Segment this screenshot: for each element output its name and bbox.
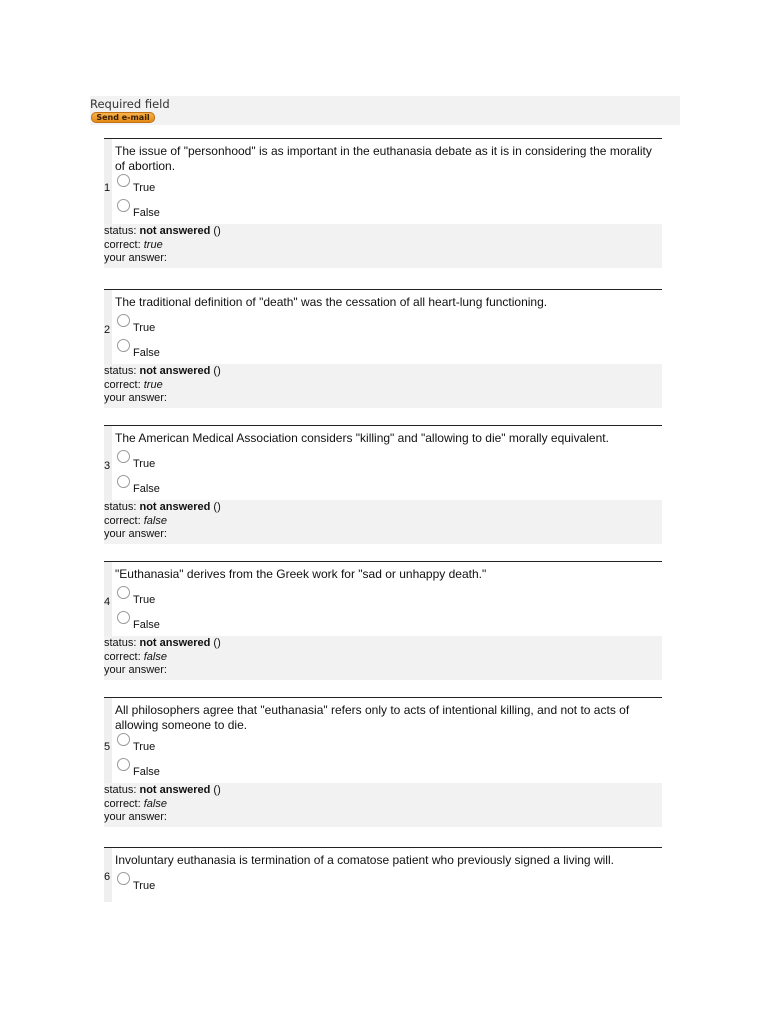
option-label: False — [133, 766, 160, 778]
radio-button[interactable] — [117, 611, 130, 624]
option-label: False — [133, 347, 160, 359]
question-3 — [104, 425, 662, 544]
question-text: The American Medical Association considers "killing" and "allowing to die" morally equivalent. — [115, 431, 609, 445]
question-status-panel — [104, 364, 662, 408]
radio-button[interactable] — [117, 475, 130, 488]
your-answer-line: your answer: — [104, 252, 167, 264]
question-4 — [104, 561, 662, 680]
your-answer-line: your answer: — [104, 811, 167, 823]
option-label: True — [133, 322, 156, 334]
radio-button[interactable] — [117, 586, 130, 599]
radio-button[interactable] — [117, 872, 130, 885]
status-value: not answered — [139, 501, 211, 513]
question-status-panel — [104, 783, 662, 827]
status-label: status: — [104, 501, 140, 513]
option-label: True — [133, 594, 156, 606]
radio-button[interactable] — [117, 199, 130, 212]
question-number: 4 — [104, 596, 111, 608]
correct-label: correct: — [104, 378, 144, 391]
option-true[interactable] — [112, 586, 662, 611]
option-true[interactable] — [112, 314, 662, 339]
status-line — [104, 784, 662, 798]
question-status-panel — [104, 500, 662, 544]
form-header — [90, 96, 680, 125]
your-answer-line: your answer: — [104, 528, 167, 540]
status-label: status: — [104, 225, 140, 237]
status-line — [104, 637, 662, 651]
radio-button[interactable] — [117, 733, 130, 746]
question-text: "Euthanasia" derives from the Greek work for "sad or unhappy death." — [115, 567, 487, 581]
question-number: 6 — [104, 871, 111, 883]
question-body — [104, 698, 662, 783]
status-label: status: — [104, 784, 140, 796]
correct-value: false — [143, 650, 167, 663]
status-paren: () — [210, 501, 221, 513]
question-body — [104, 290, 662, 364]
correct-value: false — [143, 797, 167, 810]
status-label: status: — [104, 365, 140, 377]
question-status-panel — [104, 224, 662, 268]
radio-button[interactable] — [117, 339, 130, 352]
option-true[interactable] — [112, 450, 662, 475]
question-text: The issue of "personhood" is as important in the euthanasia debate as it is in considering the morality of abortion. — [115, 144, 652, 173]
correct-line — [104, 515, 662, 529]
status-paren: () — [210, 365, 221, 377]
status-value: not answered — [139, 637, 211, 649]
correct-line — [104, 651, 662, 665]
correct-value: false — [143, 514, 167, 527]
status-value: not answered — [139, 365, 211, 377]
question-body — [104, 848, 662, 902]
option-label: False — [133, 619, 160, 631]
option-label: False — [133, 483, 160, 495]
radio-button[interactable] — [117, 314, 130, 327]
question-5 — [104, 697, 662, 827]
correct-value: true — [143, 378, 163, 391]
status-value: not answered — [139, 784, 211, 796]
correct-line — [104, 379, 662, 393]
question-1 — [104, 138, 662, 268]
question-text: All philosophers agree that "euthanasia" refers only to acts of intentional killing, and not to acts of allowing someone to die. — [115, 703, 630, 732]
status-paren: () — [210, 784, 221, 796]
correct-label: correct: — [104, 238, 144, 251]
question-body — [104, 139, 662, 224]
status-line — [104, 225, 662, 239]
question-2 — [104, 289, 662, 408]
correct-label: correct: — [104, 514, 144, 527]
option-false[interactable] — [112, 611, 662, 636]
correct-line — [104, 798, 662, 812]
question-body — [104, 562, 662, 636]
option-label: True — [133, 741, 156, 753]
option-false[interactable] — [112, 475, 662, 500]
option-true[interactable] — [112, 872, 662, 902]
correct-line — [104, 239, 662, 253]
option-label: True — [133, 458, 156, 470]
your-answer-line: your answer: — [104, 392, 167, 404]
status-paren: () — [210, 225, 221, 237]
correct-label: correct: — [104, 650, 144, 663]
option-true[interactable] — [112, 174, 662, 199]
option-label: True — [133, 182, 156, 194]
status-line — [104, 501, 662, 515]
option-false[interactable] — [112, 758, 662, 783]
question-number: 3 — [104, 460, 111, 472]
radio-button[interactable] — [117, 174, 130, 187]
question-text: Involuntary euthanasia is termination of a comatose patient who previously signed a living will. — [115, 853, 614, 867]
option-true[interactable] — [112, 733, 662, 758]
question-status-panel — [104, 636, 662, 680]
question-6 — [104, 847, 662, 902]
question-text: The traditional definition of "death" was the cessation of all heart-lung functioning. — [115, 295, 548, 309]
question-number: 1 — [104, 182, 111, 194]
required-field-label: Required field — [90, 97, 170, 111]
option-false[interactable] — [112, 199, 662, 224]
status-label: status: — [104, 637, 140, 649]
question-number: 5 — [104, 741, 111, 753]
radio-button[interactable] — [117, 758, 130, 771]
option-label: False — [133, 207, 160, 219]
status-value: not answered — [139, 225, 211, 237]
status-line — [104, 365, 662, 379]
your-answer-line: your answer: — [104, 664, 167, 676]
radio-button[interactable] — [117, 450, 130, 463]
correct-label: correct: — [104, 797, 144, 810]
question-body — [104, 426, 662, 500]
question-number: 2 — [104, 324, 111, 336]
correct-value: true — [143, 238, 163, 251]
option-label: True — [133, 880, 156, 892]
send-email-button[interactable]: Send e-mail — [91, 112, 155, 123]
status-paren: () — [210, 637, 221, 649]
option-false[interactable] — [112, 339, 662, 364]
